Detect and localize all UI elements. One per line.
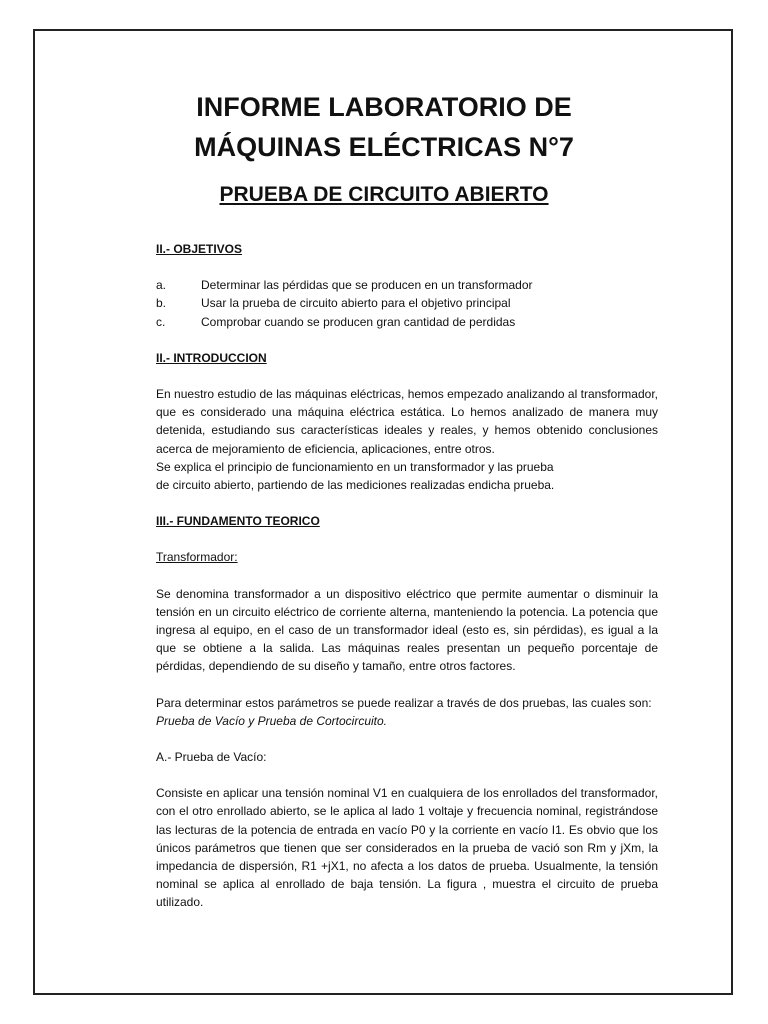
document-body: [156, 240, 658, 912]
no-load-test-paragraph: Consiste en aplicar una tensión nominal V1 en cualquiera de los enrollados del transformador, con el otro enrollado abierto, se le aplica al lado 1 voltaje y frecuencia nominal, registrándose las lecturas de la potencia de entrada en vacío P0 y la corriente en vacío I1. Es obvio que los únicos parámetros que tienen que ser considerados en la prueba de vació son Rm y jXm, la impedancia de dispersión, R1 +jX1, no afecta a los datos de prueba. Usualmente, la tensión nominal se aplica al enrollado de baja tensión. La figura , muestra el circuito de prueba utilizado.: [156, 786, 658, 910]
list-item: a. Determinar las pérdidas que se producen en un transformador: [156, 278, 533, 293]
tests-paragraph: Para determinar estos parámetros se puede realizar a través de dos pruebas, las cuales son:: [156, 695, 652, 710]
transformer-paragraph: Se denomina transformador a un dispositivo eléctrico que permite aumentar o disminuir la tensión en un circuito eléctrico de corriente alterna, manteniendo la potencia. La potencia que ingresa al equipo, en el caso de un transformador ideal (esto es, sin pérdidas), es igual a la que se obtiene a la salida. Las máquinas reales presentan un pequeño porcentaje de pérdidas, dependiendo de su diseño y tamaño, entre otros factores.: [156, 586, 658, 674]
list-item: c. Comprobar cuando se producen gran cantidad de perdidas: [156, 314, 516, 329]
document-title-line2: MÁQUINAS ELÉCTRICAS N°7: [194, 132, 574, 162]
list-item: b. Usar la prueba de circuito abierto para el objetivo principal: [156, 296, 511, 311]
intro-line: de circuito abierto, partiendo de las mediciones realizadas endicha prueba.: [156, 478, 555, 493]
subsection-heading-transformador: Transformador:: [156, 550, 238, 565]
section-heading-introduccion: II.- INTRODUCCION: [156, 350, 267, 365]
intro-line: Se explica el principio de funcionamiento en un transformador y las prueba: [156, 459, 554, 474]
objectives-list: [156, 276, 658, 331]
document-title-line1: INFORME LABORATORIO DE: [196, 92, 572, 122]
subsection-heading-prueba-vacio: A.- Prueba de Vacío:: [156, 750, 267, 765]
intro-paragraph: En nuestro estudio de las máquinas eléctricas, hemos empezado analizando al transformador, que es considerado una máquina eléctrica estática. Lo hemos analizado de manera muy detenida, estudiando sus características ideales y reales, y hemos obtenido conclusiones acerca de mejoramiento de eficiencia, aplicaciones, entre otros.: [156, 387, 658, 456]
tests-italic-line: Prueba de Vacío y Prueba de Cortocircuito.: [156, 713, 388, 728]
section-heading-fundamento: III.- FUNDAMENTO TEORICO: [156, 514, 320, 529]
document-subtitle: PRUEBA DE CIRCUITO ABIERTO: [219, 183, 549, 206]
section-heading-objetivos: II.- OBJETIVOS: [156, 242, 243, 256]
